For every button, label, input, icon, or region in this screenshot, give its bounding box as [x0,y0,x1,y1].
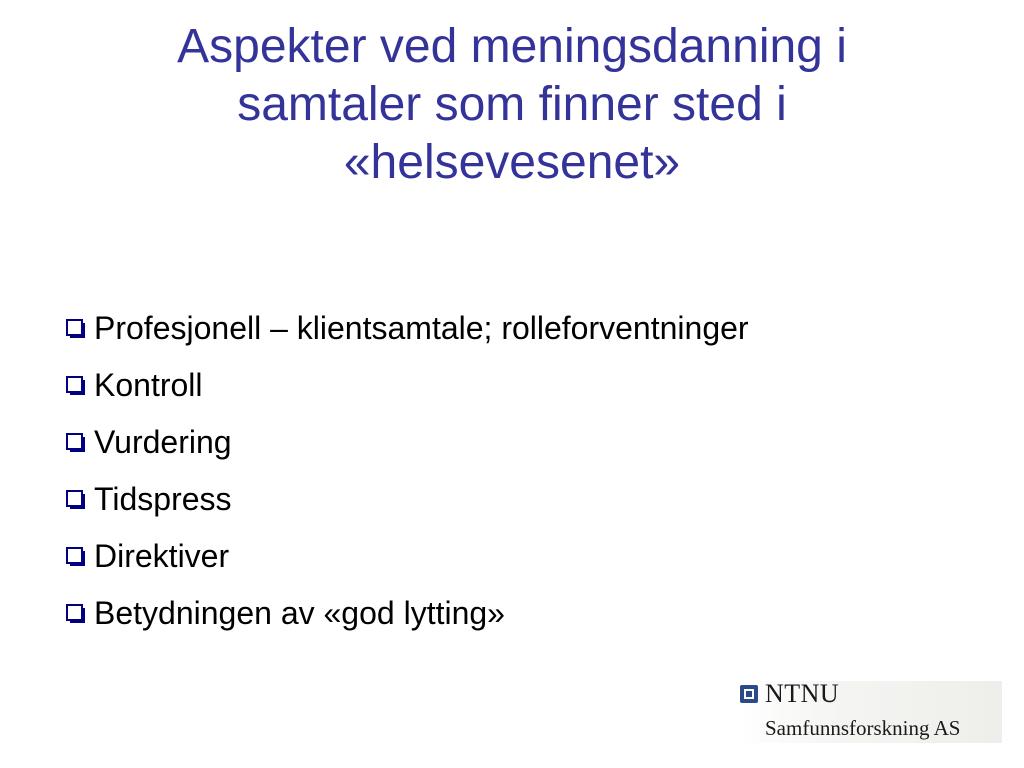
bullet-item [66,414,749,471]
bullet-text: Tidspress [94,481,232,517]
ntnu-logo [738,681,1002,743]
hollow-square-bullet-icon [66,490,86,510]
bullet-item [66,585,749,642]
bullet-item [66,300,749,357]
bullet-text: Betydningen av «god lytting» [94,595,505,631]
title-line-2: samtaler som finner sted i [237,78,787,131]
logo-subtitle: Samfunnsforskning AS [765,716,961,740]
bullet-text: Kontroll [94,367,203,403]
hollow-square-bullet-icon [66,604,86,624]
hollow-square-bullet-icon [66,433,86,453]
bullet-item [66,471,749,528]
bullet-text: Direktiver [94,538,230,574]
bullet-text: Profesjonell – klientsamtale; rolleforventninger [94,310,749,346]
slide-title [40,18,984,192]
hollow-square-bullet-icon [66,319,86,339]
hollow-square-bullet-icon [66,547,86,567]
hollow-square-bullet-icon [66,376,86,396]
bullet-list [66,300,749,642]
title-line-3: «helsevesenet» [343,136,681,189]
ntnu-square-logo-icon [740,685,758,703]
title-line-1: Aspekter ved meningsdanning i [177,20,847,73]
logo-name: NTNU [765,679,840,708]
bullet-item [66,357,749,414]
bullet-item [66,528,749,585]
bullet-text: Vurdering [94,424,232,460]
